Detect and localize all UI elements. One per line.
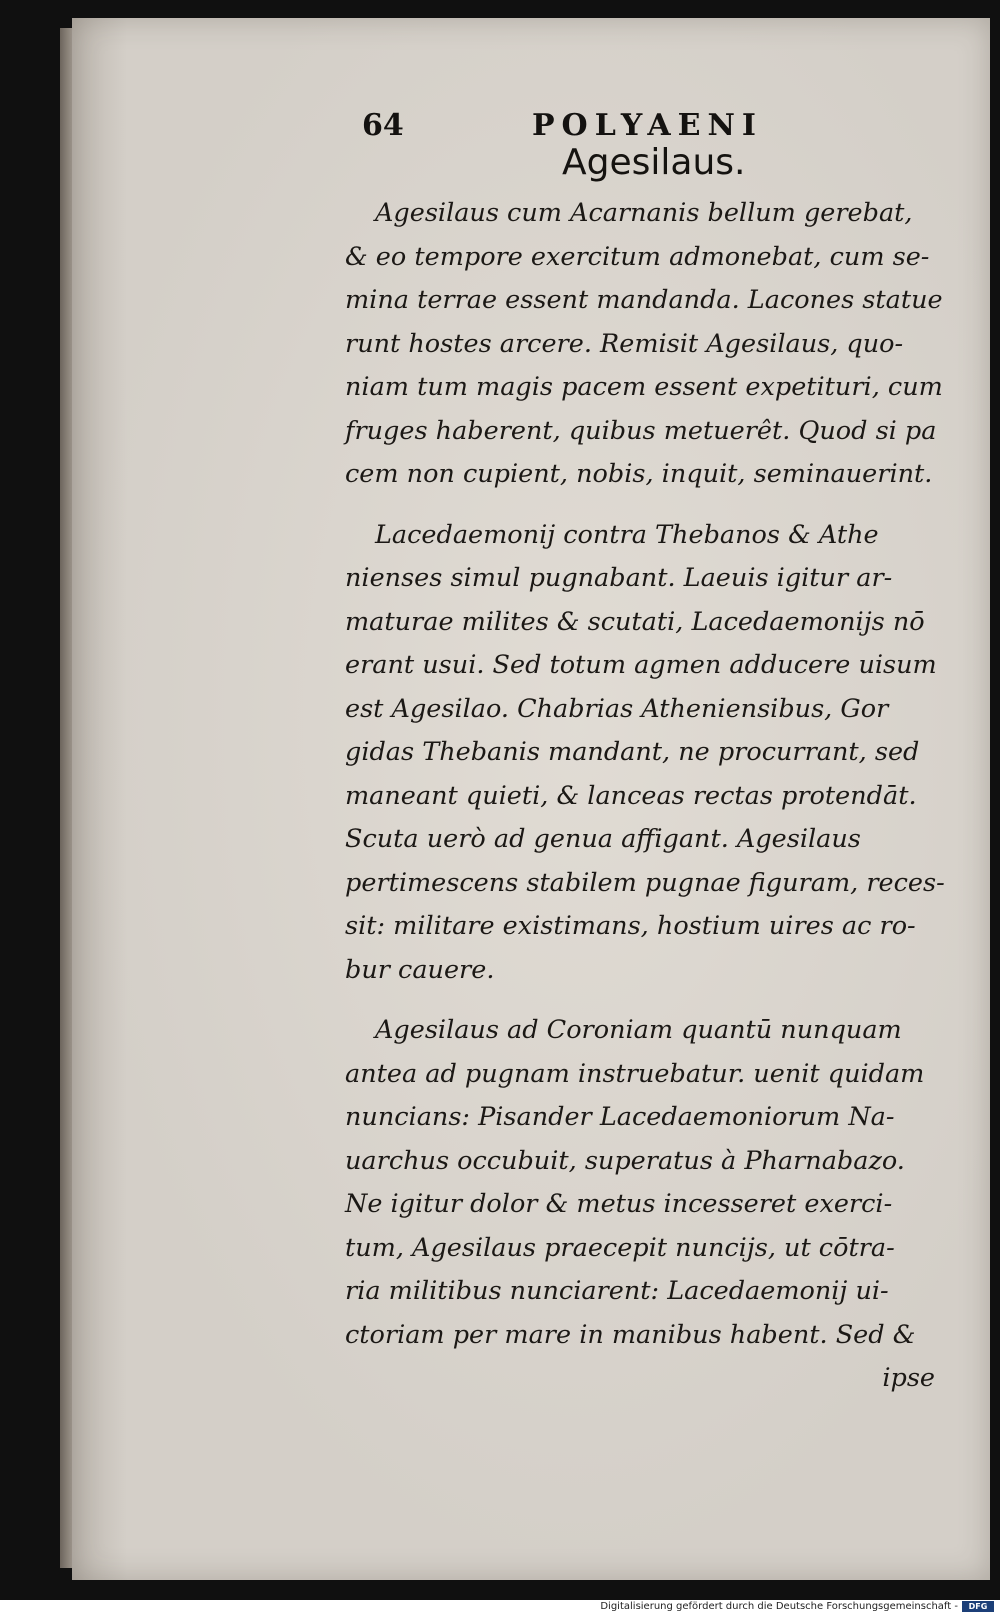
text-line: sit: militare existimans, hostium uires ac ro- [345,911,916,941]
footer-bar [0,1600,1000,1613]
text-line: runt hostes arcere. Remisit Agesilaus, quo- [345,328,904,359]
text-line: fruges haberent, quibus metuerêt. Quod si pa [345,415,937,446]
text-line: nuncians: Pisander Lacedaemoniorum Na- [345,1102,895,1132]
text-line: tum, Agesilaus praecepit nuncijs, ut cōtra- [345,1232,895,1263]
text-line: gidas Thebanis mandant, ne procurrant, sed [345,737,920,767]
text-line: est Agesilao. Chabrias Atheniensibus, Gor [345,693,889,724]
text-line: maneant quieti, & lanceas rectas protendāt. [345,780,917,811]
body-text [345,192,945,1401]
text-line: niam tum magis pacem essent expetituri, cum [345,372,943,402]
text-line: mina terrae essent mandanda. Lacones statue [345,285,943,315]
paragraph [345,514,945,993]
text-line: bur cauere. [345,954,495,985]
text-line: maturae milites & scutati, Lacedaemonijs nō [345,606,925,637]
paragraph [345,1009,945,1357]
paragraph-gap [345,497,945,514]
text-line: Agesilaus ad Coroniam quantū nunquam [375,1015,902,1045]
text-line: erant usui. Sed totum agmen adducere uisum [345,650,937,680]
text-line: ctoriam per mare in manibus habent. Sed & [345,1319,916,1350]
footer-credit: Digitalisierung gefördert durch die Deutsche Forschungsgemeinschaft - [600,1601,958,1612]
text-line: nienses simul pugnabant. Laeuis igitur ar- [345,563,893,593]
text-line: ria militibus nunciarent: Lacedaemonij ui- [345,1276,889,1306]
dfg-logo: DFG [962,1601,994,1612]
paragraph-gap [345,992,945,1009]
page-number: 64 [362,108,404,143]
running-head: POLYAENI [532,108,763,143]
text-line: Agesilaus cum Acarnanis bellum gerebat, [375,198,913,228]
text-line: uarchus occubuit, superatus à Pharnabazo. [345,1145,905,1176]
text-line: pertimescens stabilem pugnae figuram, reces- [345,867,945,898]
text-line: & eo tempore exercitum admonebat, cum se- [345,241,930,272]
text-line: antea ad pugnam instruebatur. uenit quidam [345,1058,925,1089]
paragraph [345,192,945,497]
text-line: Scuta uerò ad genua affigant. Agesilaus [345,824,861,854]
text-line: Ne igitur dolor & metus incesseret exerci- [345,1189,893,1219]
text-line: Lacedaemonij contra Thebanos & Athe [375,519,879,550]
text-line: cem non cupient, nobis, inquit, seminauerint. [345,459,933,489]
section-title: Agesilaus. [562,142,746,183]
catchword: ipse [882,1363,935,1393]
